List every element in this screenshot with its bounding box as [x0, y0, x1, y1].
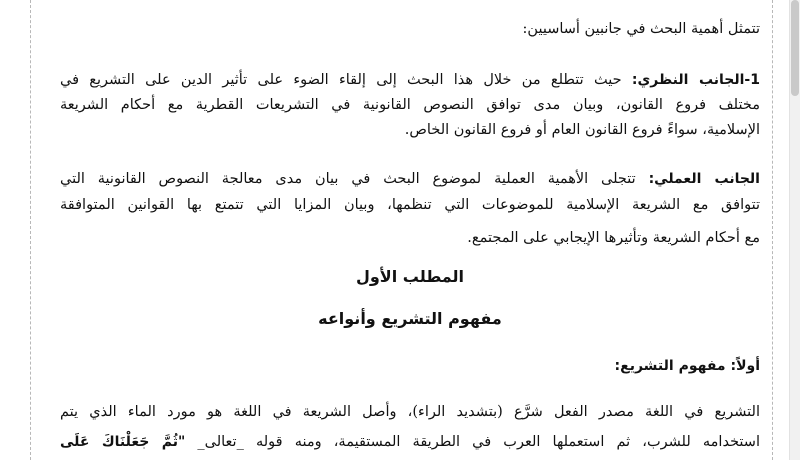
concept-heading — [60, 356, 760, 376]
practical-line-1 — [60, 169, 760, 189]
vertical-scrollbar[interactable] — [789, 0, 800, 460]
section-subtitle: مفهوم التشريع وأنواعه — [318, 309, 502, 328]
definition-line-2 — [60, 432, 760, 452]
page-margin-left — [30, 0, 31, 460]
document-page — [60, 0, 760, 460]
practical-line-2: تتوافق مع الشريعة الإسلامية للموضوعات التي تنظمها، وبيان المزايا التي تتمتع بها القوانين المتوافقة — [60, 197, 760, 213]
definition-line-1: التشريع في اللغة مصدر الفعل شرَّع (بتشديد الراء)، وأصل الشريعة في اللغة هو مورد الماء الذي يتم — [60, 404, 760, 420]
page-margin-right — [772, 0, 773, 460]
concept-heading-text: أولاً: مفهوم التشريع: — [614, 358, 760, 374]
theory-line-3: الإسلامية، سواءً فروع القانون العام أو فروع القانون الخاص. — [404, 122, 760, 138]
scrollbar-thumb[interactable] — [791, 0, 799, 96]
practical-label: الجانب العملي: — [648, 171, 760, 187]
section-title: المطلب الأول — [355, 267, 465, 286]
practical-text-1: تتجلى الأهمية العملية لموضوع البحث في بيان مدى معالجة النصوص القانونية التي — [60, 171, 649, 187]
theory-label: 1-الجانب النظري: — [631, 72, 760, 88]
theory-text-1: حيث تتطلع من خلال هذا البحث إلى إلقاء الضوء على تأثير الدين على التشريع في — [60, 72, 632, 88]
theory-line-1 — [60, 70, 760, 90]
theory-line-2: مختلف فروع القانون، وبيان مدى توافق النصوص القانونية في التشريعات القطرية مع أحكام الشريعة — [60, 97, 760, 113]
practical-line-3: مع أحكام الشريعة وتأثيرها الإيجابي على المجتمع. — [467, 230, 760, 246]
intro-paragraph: تتمثل أهمية البحث في جانبين أساسيين: — [522, 21, 760, 37]
quran-quote: "ثُمَّ جَعَلْنَاكَ عَلَى — [60, 434, 186, 450]
definition-text-2: استخدامه للشرب، ثم استعملها العرب في الطريقة المستقيمة، ومنه قوله _تعالى_ — [185, 434, 760, 450]
